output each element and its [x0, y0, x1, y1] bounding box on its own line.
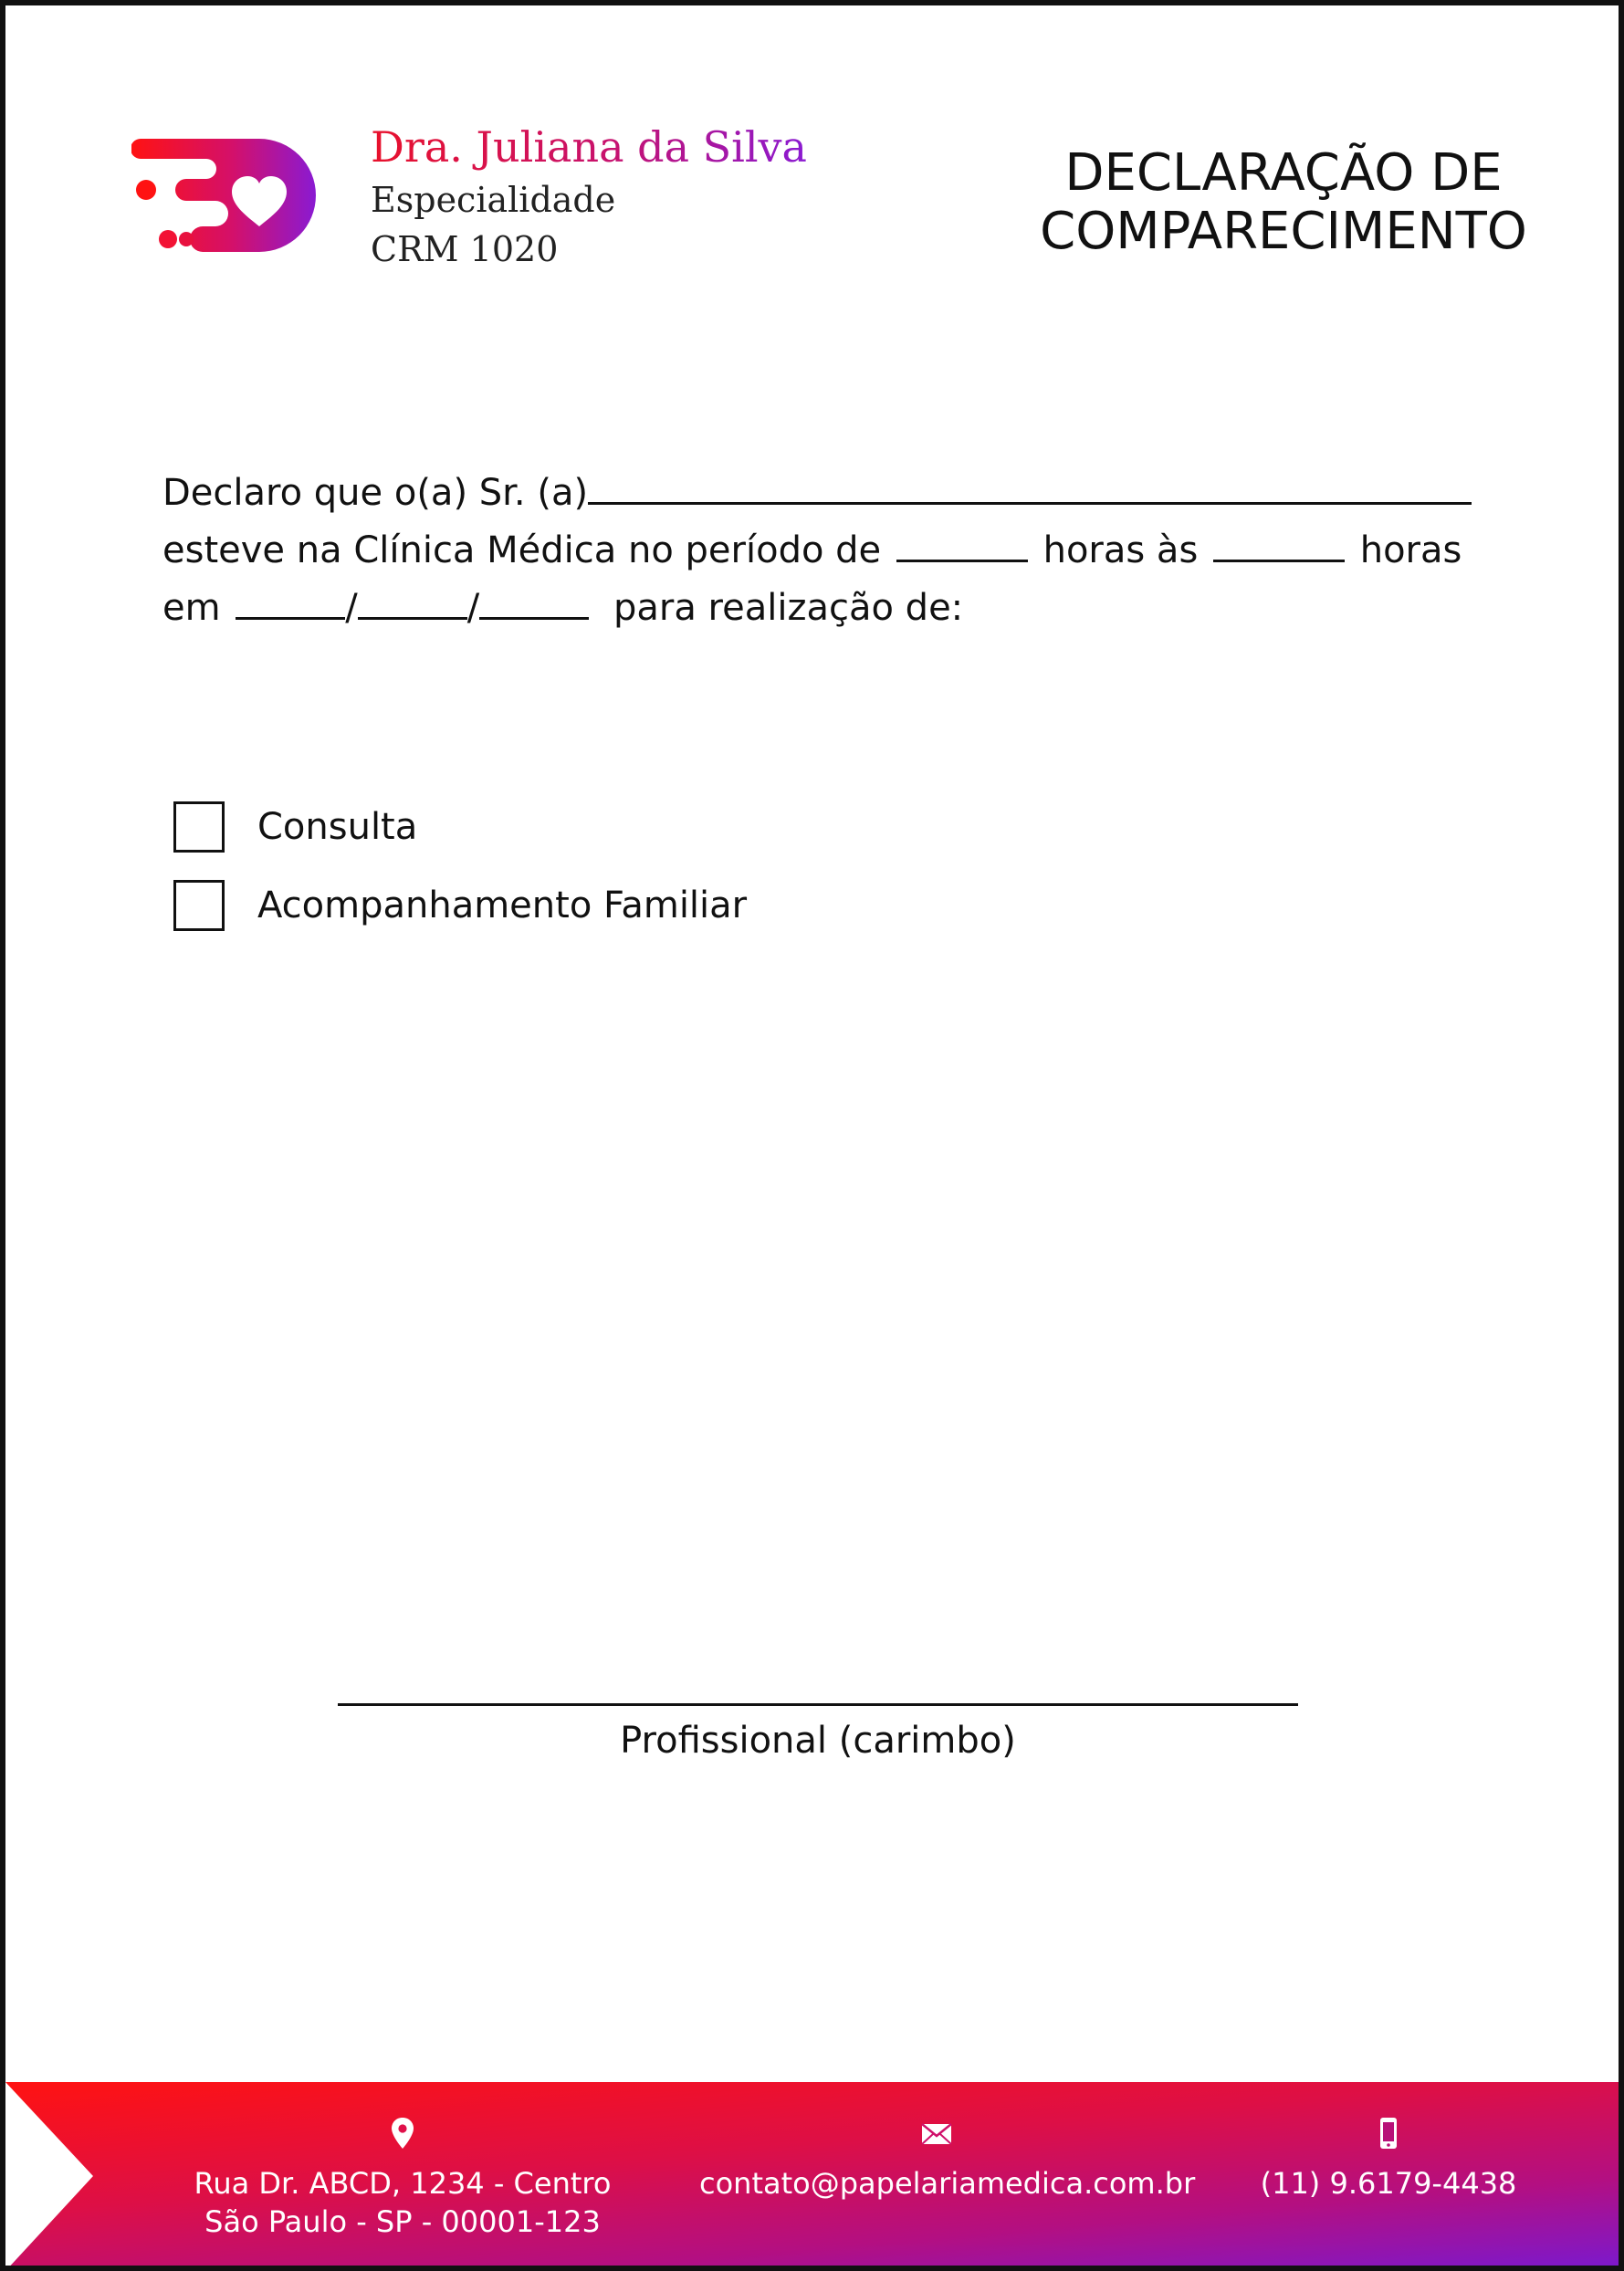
signature-label: Profissional (carimbo)	[620, 1720, 1016, 1762]
heart-speed-logo-icon	[131, 131, 323, 259]
acompanhamento-checkbox[interactable]	[173, 880, 225, 931]
address-line-2: São Paulo - SP - 00001-123	[204, 2204, 601, 2239]
title-line-2: COMPARECIMENTO	[1040, 202, 1527, 261]
declaration-line-1	[162, 469, 1475, 517]
hours-label: horas	[1359, 529, 1462, 571]
hours-to-label: horas às	[1043, 529, 1199, 571]
email-link[interactable]: contato@papelariamedica.com.br	[699, 2166, 1196, 2201]
option-consulta[interactable]	[173, 799, 417, 855]
doctor-name: Dra. Juliana da Silva	[371, 120, 807, 174]
end-hour-blank[interactable]	[1213, 527, 1345, 562]
location-pin-icon	[384, 2115, 421, 2151]
date-month-blank[interactable]	[358, 584, 467, 620]
declaration-line-2	[162, 527, 1462, 574]
footer-phone	[1247, 2115, 1530, 2203]
footer-email	[699, 2115, 1196, 2203]
signature-line[interactable]	[338, 1703, 1298, 1706]
envelope-icon	[918, 2115, 955, 2151]
date-separator: /	[466, 587, 480, 629]
consulta-label: Consulta	[257, 806, 418, 848]
date-day-blank[interactable]	[236, 584, 345, 620]
start-hour-blank[interactable]	[896, 527, 1028, 562]
mobile-phone-icon	[1370, 2115, 1407, 2151]
option-acompanhamento-familiar[interactable]	[173, 877, 747, 934]
doctor-crm: CRM 1020	[371, 229, 559, 269]
acompanhamento-label: Acompanhamento Familiar	[257, 884, 748, 926]
doctor-specialty: Especialidade	[371, 180, 616, 220]
document-title	[991, 144, 1576, 261]
date-separator: /	[345, 587, 358, 629]
phone-number[interactable]: (11) 9.6179-4438	[1260, 2166, 1517, 2201]
footer-band	[5, 2082, 1619, 2271]
date-label: em	[162, 587, 221, 629]
declaration-line-3	[162, 584, 963, 632]
purpose-label: para realização de:	[613, 587, 964, 629]
patient-name-blank[interactable]	[588, 469, 1472, 505]
footer-arrow-decoration	[5, 2082, 93, 2271]
consulta-checkbox[interactable]	[173, 801, 225, 853]
period-label: esteve na Clínica Médica no período de	[162, 529, 882, 571]
declaration-patient-label: Declaro que o(a) Sr. (a)	[162, 472, 589, 514]
date-year-blank[interactable]	[479, 584, 589, 620]
footer-address	[188, 2115, 617, 2241]
title-line-1: DECLARAÇÃO DE	[1064, 143, 1503, 203]
address-line-1: Rua Dr. ABCD, 1234 - Centro	[194, 2166, 612, 2201]
